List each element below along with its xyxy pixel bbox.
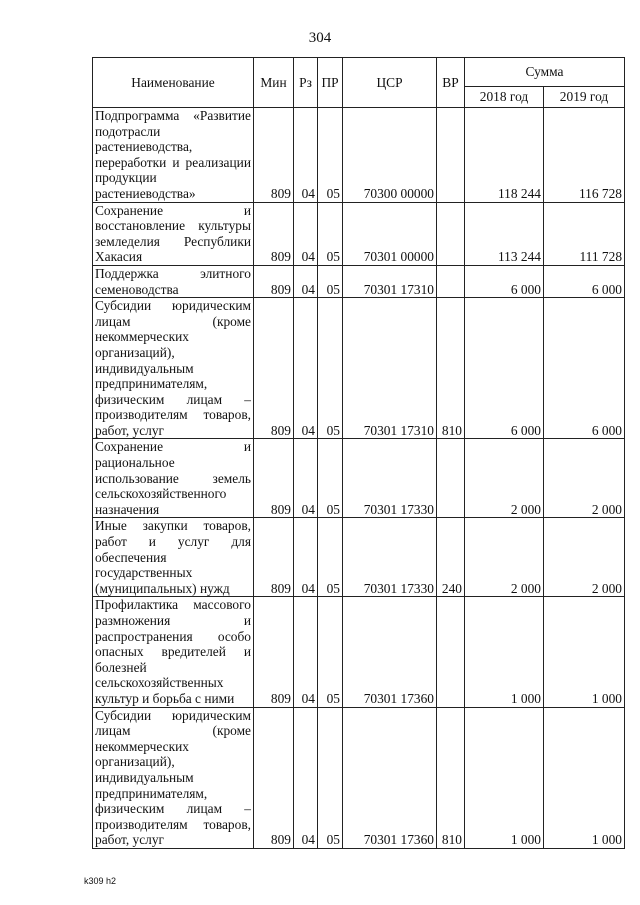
row-name: Сохранение и рациональное использование земель сельскохозяйственного назначения <box>93 439 254 518</box>
row-pr: 05 <box>318 707 343 848</box>
row-pr: 05 <box>318 202 343 265</box>
row-rz: 04 <box>294 298 318 439</box>
table-row <box>93 597 625 707</box>
row-min: 809 <box>254 439 294 518</box>
row-pr: 05 <box>318 108 343 203</box>
row-csr: 70301 17330 <box>343 518 437 597</box>
row-rz: 04 <box>294 265 318 297</box>
row-sum-2018: 6 000 <box>465 265 544 297</box>
row-csr: 70301 17310 <box>343 298 437 439</box>
table-row <box>93 265 625 297</box>
row-vr <box>437 202 465 265</box>
row-rz: 04 <box>294 108 318 203</box>
row-rz: 04 <box>294 597 318 707</box>
row-min: 809 <box>254 202 294 265</box>
table-row <box>93 298 625 439</box>
row-vr <box>437 439 465 518</box>
row-min: 809 <box>254 597 294 707</box>
header-vr: ВР <box>437 58 465 108</box>
row-sum-2019: 116 728 <box>544 108 625 203</box>
row-vr <box>437 265 465 297</box>
table-row <box>93 707 625 848</box>
row-min: 809 <box>254 265 294 297</box>
row-vr: 240 <box>437 518 465 597</box>
table-row <box>93 202 625 265</box>
row-pr: 05 <box>318 518 343 597</box>
header-sum: Сумма <box>465 58 625 87</box>
table-row <box>93 439 625 518</box>
header-year-2018: 2018 год <box>465 87 544 108</box>
row-csr: 70301 17330 <box>343 439 437 518</box>
table-row <box>93 108 625 203</box>
row-min: 809 <box>254 518 294 597</box>
budget-table <box>92 57 625 849</box>
row-vr: 810 <box>437 298 465 439</box>
row-csr: 70301 17360 <box>343 597 437 707</box>
row-name: Сохранение и восстановление культуры земледелия Республики Хакасия <box>93 202 254 265</box>
row-sum-2018: 1 000 <box>465 597 544 707</box>
row-sum-2019: 6 000 <box>544 298 625 439</box>
row-name: Субсидии юридическим лицам (кроме некоммерческих организаций), индивидуальным предпринимателям, физическим лицам – производителям товаров, работ, услуг <box>93 707 254 848</box>
row-sum-2019: 2 000 <box>544 518 625 597</box>
page-number: 304 <box>308 30 332 46</box>
row-name: Поддержка элитного семеноводства <box>93 265 254 297</box>
table-header <box>93 58 625 108</box>
row-rz: 04 <box>294 439 318 518</box>
row-vr <box>437 108 465 203</box>
table-row <box>93 518 625 597</box>
row-name: Субсидии юридическим лицам (кроме некоммерческих организаций), индивидуальным предпринимателям, физическим лицам – производителям товаров, работ, услуг <box>93 298 254 439</box>
row-pr: 05 <box>318 298 343 439</box>
row-rz: 04 <box>294 707 318 848</box>
row-pr: 05 <box>318 597 343 707</box>
row-name: Профилактика массового размножения и распространения особо опасных вредителей и болезней сельскохозяйственных культур и борьба с ними <box>93 597 254 707</box>
row-min: 809 <box>254 298 294 439</box>
row-sum-2018: 1 000 <box>465 707 544 848</box>
row-sum-2018: 118 244 <box>465 108 544 203</box>
row-name: Подпрограмма «Развитие подотрасли растениеводства, переработки и реализации продукции растениеводства» <box>93 108 254 203</box>
header-pr: ПР <box>318 58 343 108</box>
header-name: Наименование <box>93 58 254 108</box>
row-name: Иные закупки товаров, работ и услуг для обеспечения государственных (муниципальных) нужд <box>93 518 254 597</box>
footer-code: k309 h2 <box>84 876 117 886</box>
row-vr: 810 <box>437 707 465 848</box>
row-pr: 05 <box>318 439 343 518</box>
row-sum-2019: 1 000 <box>544 707 625 848</box>
row-pr: 05 <box>318 265 343 297</box>
row-sum-2019: 111 728 <box>544 202 625 265</box>
row-min: 809 <box>254 108 294 203</box>
row-sum-2019: 1 000 <box>544 597 625 707</box>
row-min: 809 <box>254 707 294 848</box>
row-csr: 70301 00000 <box>343 202 437 265</box>
row-sum-2018: 6 000 <box>465 298 544 439</box>
header-rz: Рз <box>294 58 318 108</box>
row-sum-2019: 6 000 <box>544 265 625 297</box>
row-sum-2018: 2 000 <box>465 439 544 518</box>
table-body <box>93 108 625 849</box>
row-vr <box>437 597 465 707</box>
header-csr: ЦСР <box>343 58 437 108</box>
row-csr: 70300 00000 <box>343 108 437 203</box>
row-sum-2018: 2 000 <box>465 518 544 597</box>
row-sum-2018: 113 244 <box>465 202 544 265</box>
header-min: Мин <box>254 58 294 108</box>
row-rz: 04 <box>294 518 318 597</box>
row-csr: 70301 17310 <box>343 265 437 297</box>
row-rz: 04 <box>294 202 318 265</box>
row-sum-2019: 2 000 <box>544 439 625 518</box>
header-year-2019: 2019 год <box>544 87 625 108</box>
row-csr: 70301 17360 <box>343 707 437 848</box>
